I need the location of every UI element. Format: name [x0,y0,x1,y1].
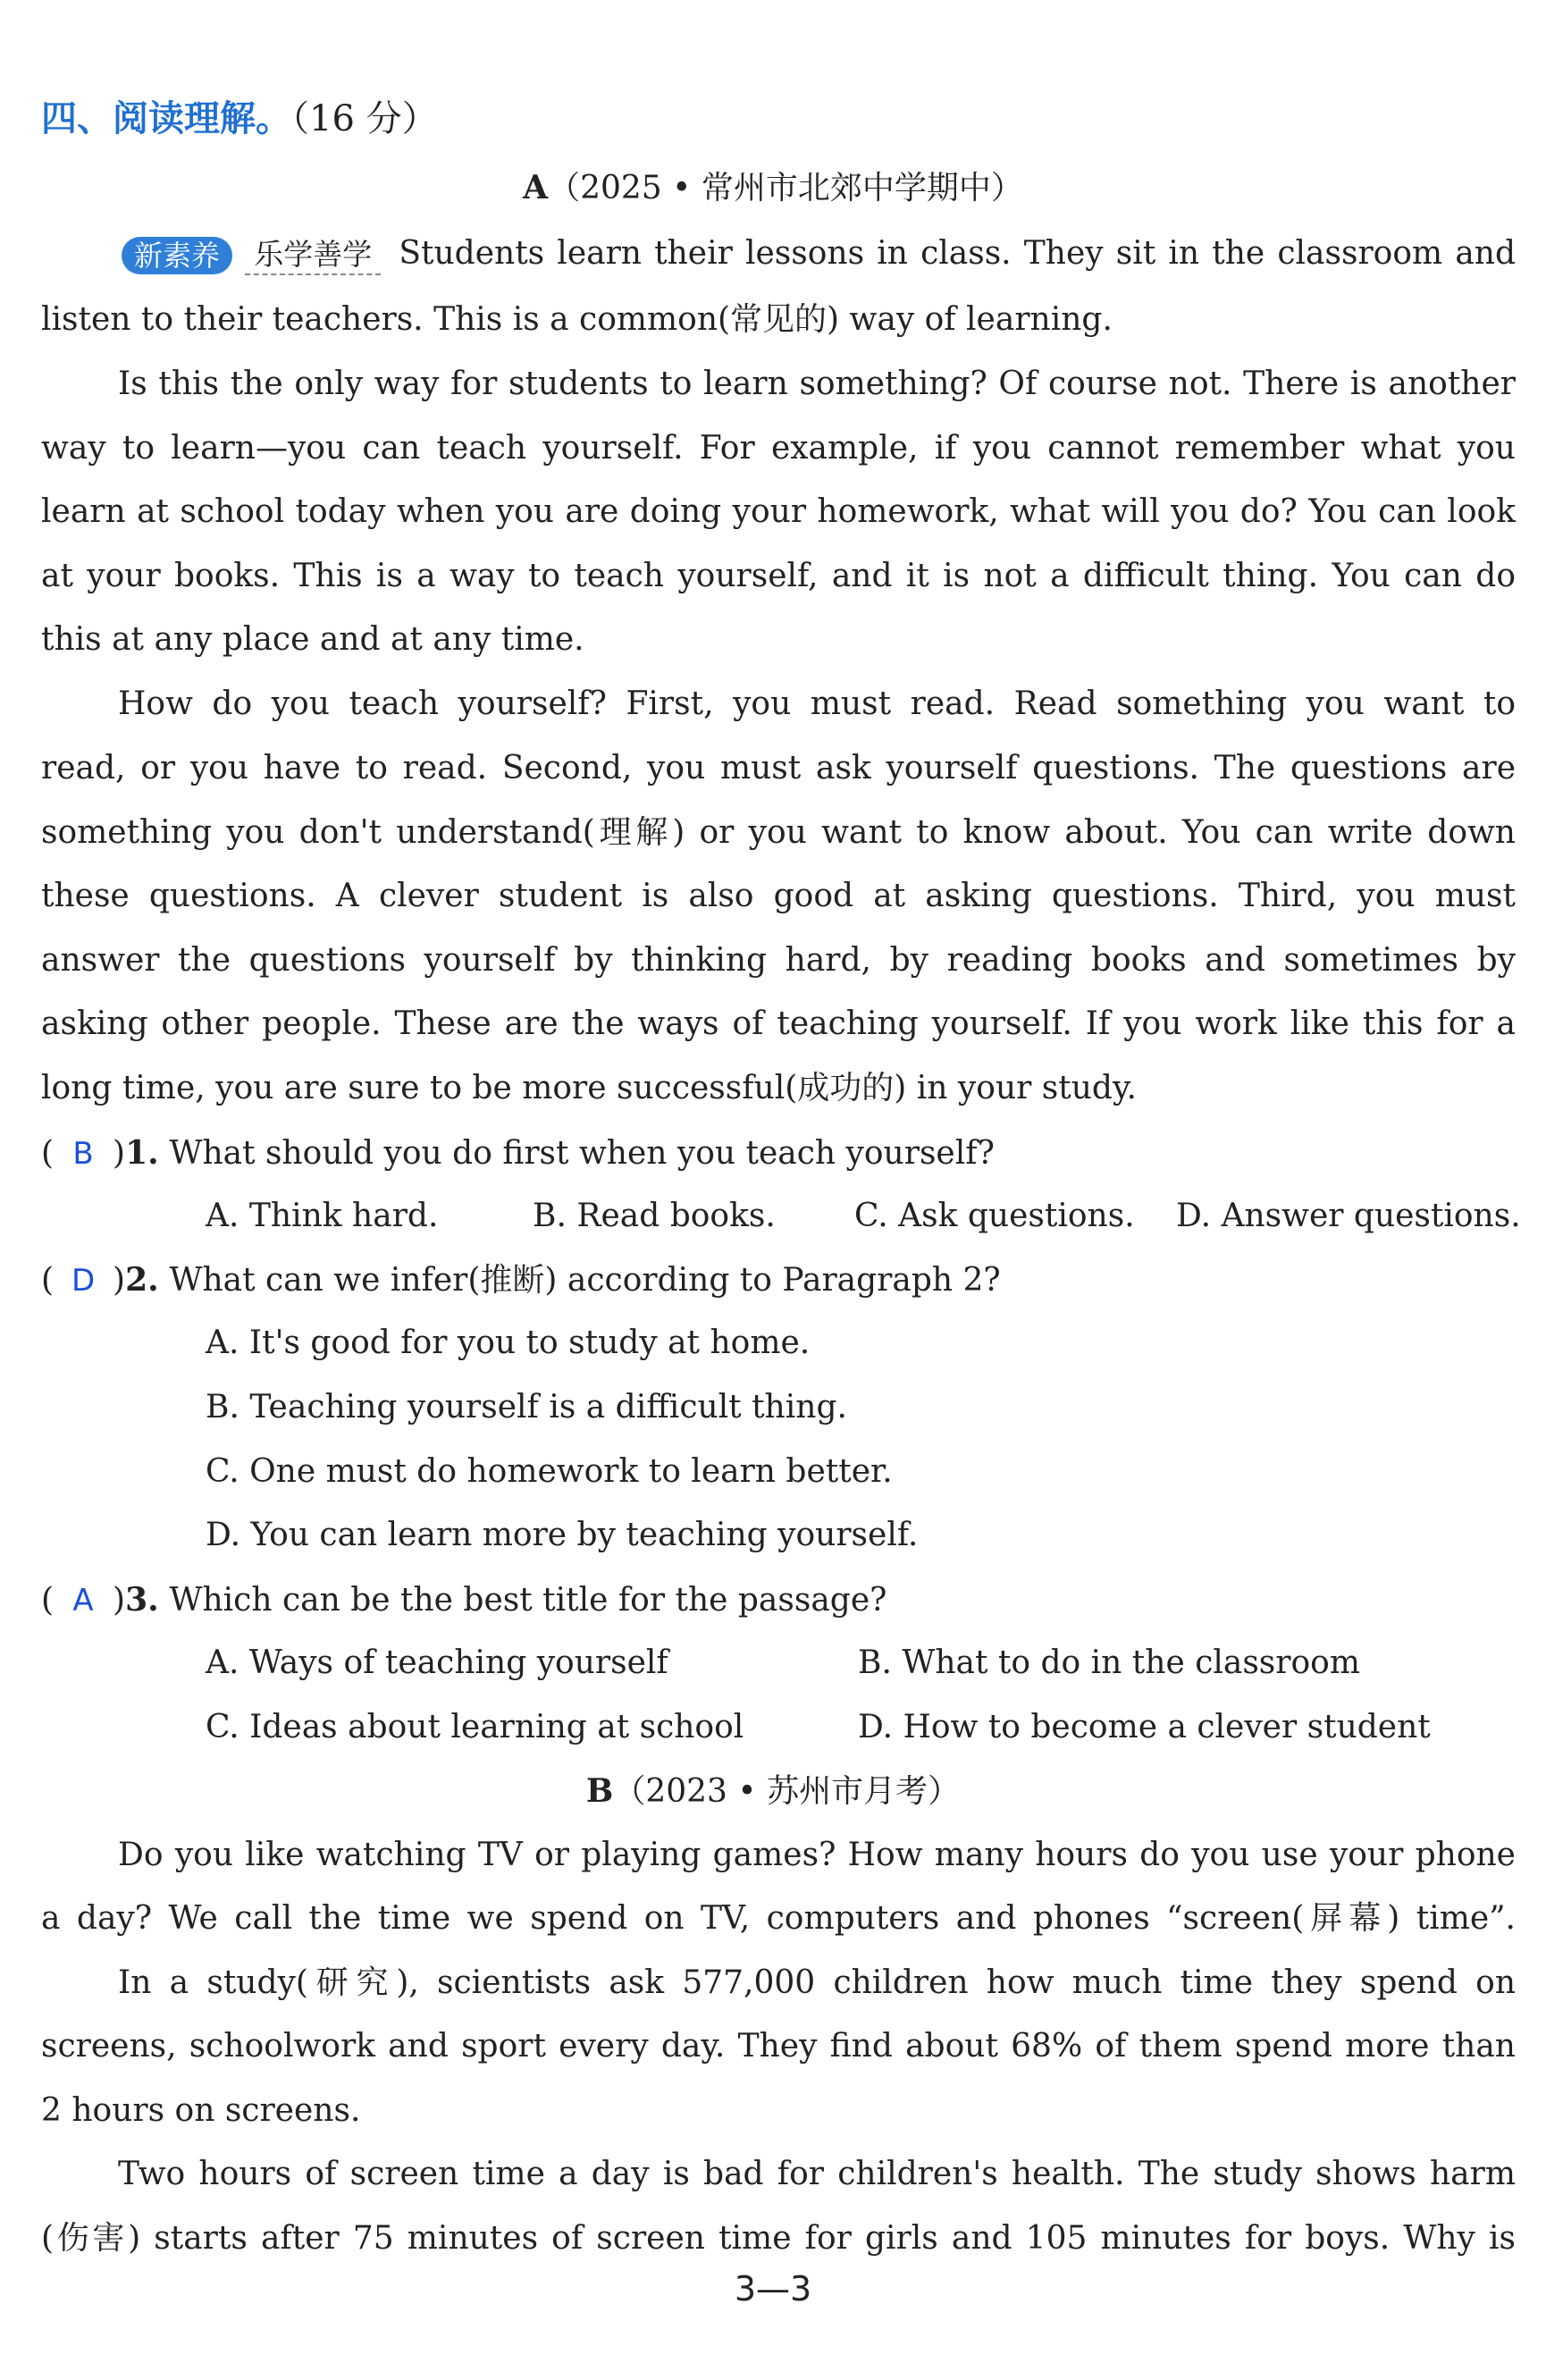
section-heading [41,97,438,141]
option-c: C. Ask questions. [854,1198,1135,1234]
passage-b-letter: B [585,1772,614,1810]
badge-new-literacy: 新素养 [122,237,232,274]
option-a: A. It's good for you to study at home. [206,1325,811,1361]
question-number: 1. [125,1134,159,1172]
passage-a-line: way to learn—you can teach yourself. For example, if you cannot remember what you [41,430,1516,467]
section-title: 四、阅读理解。 [41,98,291,139]
passage-b-line: In a study(研究), scientists ask 577,000 children how much time they spend on [118,1964,1516,2001]
passage-a-line: long time, you are sure to be more successful(成功的) in your study. [41,1070,1137,1106]
option-d: D. How to become a clever student [858,1709,1431,1745]
answer-letter: B [72,1136,94,1172]
passage-a-line: asking other people. These are the ways of teaching yourself. If you work like this for a [41,1005,1516,1042]
passage-a-line: at your books. This is a way to teach yourself, and it is not a difficult thing. You can do [41,558,1516,594]
option-b: B. What to do in the classroom [858,1644,1360,1681]
option-c: C. One must do homework to learn better. [206,1453,893,1490]
passage-b-heading [0,1771,1546,1812]
option-a: A. Think hard. [206,1198,439,1234]
passage-a-line: something you don't understand(理解) or you want to know about. You can write down [41,814,1516,851]
option-c: C. Ideas about learning at school [206,1709,744,1745]
passage-a-text: Students learn their lessons in class. They sit in the classroom and [399,235,1517,272]
passage-a-line: read, or you have to read. Second, you must ask yourself questions. The questions are [41,750,1516,786]
passage-a-line: listen to their teachers. This is a common(常见的) way of learning. [41,301,1113,338]
question-1 [41,1133,1516,1173]
passage-a-line: How do you teach yourself? First, you must read. Read something you want to [118,685,1516,722]
question-text: What can we infer(推断) according to Paragraph 2? [169,1262,1001,1299]
question-3 [41,1580,1516,1620]
option-d: D. You can learn more by teaching yourself. [206,1517,919,1553]
question-number: 3. [125,1581,159,1619]
answer-bracket: ( D )2. [41,1261,159,1299]
passage-b-line: 2 hours on screens. [41,2092,361,2129]
answer-letter: A [72,1583,94,1619]
passage-b-source: （2023 • 苏州市月考） [613,1773,961,1810]
passage-a-line: this at any place and at any time. [41,621,584,658]
passage-b-line: (伤害) starts after 75 minutes of screen time for girls and 105 minutes for boys. Why is [41,2220,1516,2257]
passage-a-line: these questions. A clever student is also good at asking questions. Third, you must [41,878,1516,914]
passage-b-line: screens, schoolwork and sport every day. They find about 68% of them spend more than [41,2028,1516,2065]
badge-topic: 乐学善学 [245,236,381,275]
answer-bracket: ( B )1. [41,1134,159,1172]
passage-a-line: answer the questions yourself by thinking hard, by reading books and sometimes by [41,942,1516,979]
section-score: （16 分） [291,98,438,139]
question-text: Which can be the best title for the passage? [169,1582,887,1619]
option-b: B. Read books. [533,1198,776,1234]
passage-a-heading [0,168,1546,208]
passage-a-line: Is this the only way for students to learn something? Of course not. There is another [118,366,1516,402]
question-2 [41,1260,1516,1300]
answer-bracket: ( A )3. [41,1581,159,1619]
answer-letter: D [71,1263,96,1299]
passage-a-source: （2025 • 常州市北郊中学期中） [548,170,1023,206]
passage-a-line: learn at school today when you are doing your homework, what will you do? You can look [41,493,1516,530]
passage-a-letter: A [523,169,549,206]
option-d: D. Answer questions. [1176,1198,1521,1234]
passage-b-line: a day? We call the time we spend on TV, computers and phones “screen(屏幕) time”. [41,1900,1516,1937]
option-b: B. Teaching yourself is a difficult thing. [206,1389,847,1425]
passage-b-line: Do you like watching TV or playing games? How many hours do you use your phone [118,1837,1516,1873]
option-a: A. Ways of teaching yourself [206,1644,668,1681]
question-text: What should you do first when you teach yourself? [169,1135,995,1172]
question-number: 2. [125,1261,159,1299]
passage-a-line [122,234,1516,275]
passage-b-line: Two hours of screen time a day is bad for children's health. The study shows harm [118,2156,1516,2192]
page-number: 3—3 [734,2269,812,2309]
